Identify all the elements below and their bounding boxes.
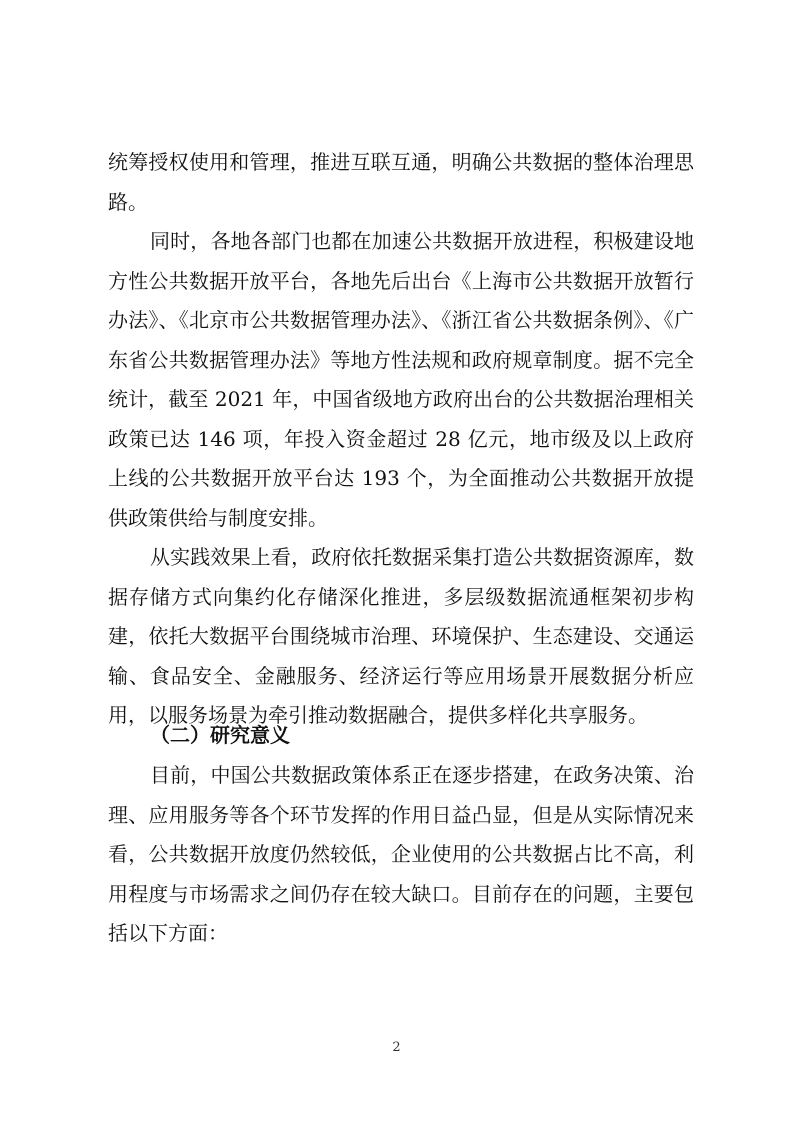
paragraph-current-problems: 目前，中国公共数据政策体系正在逐步搭建，在政务决策、治理、应用服务等各个环节发挥的作用日益凸显，但是从实际情况来看，公共数据开放度仍然较低，企业使用的公共数据占比不高，利用程度与市场需求之间仍存在较大缺口。目前存在的问题，主要包括以下方面： bbox=[108, 763, 694, 945]
paragraph-continuation: 统筹授权使用和管理，推进互联互通，明确公共数据的整体治理思路。 bbox=[108, 150, 694, 214]
paragraph-practice-effects: 从实践效果上看，政府依托数据采集打造公共数据资源库，数据存储方式向集约化存储深化推进，多层级数据流通框架初步构建，依托大数据平台围绕城市治理、环境保护、生态建设、交通运输、食品安全、金融服务、经济运行等应用场景开展数据分析应用，以服务场景为牵引推动数据融合，提供多样化共享服务。 bbox=[108, 545, 694, 727]
page-number: 2 bbox=[392, 1040, 401, 1055]
paragraph-local-open-data: 同时，各地各部门也都在加速公共数据开放进程，积极建设地方性公共数据开放平台，各地先后出台《上海市公共数据开放暂行办法》、《北京市公共数据管理办法》、《浙江省公共数据条例》、《广东省公共数据管理办法》等地方性法规和政府规章制度。据不完全统计，截至 2021 年，中国省级地方政府出台的公共数据治理相关政策已达 146 项，年投入资金超过 28 亿元，地市级及以上政府上线的公共数据开放平台达 193 个，为全面推动公共数据开放提供政策供给与制度安排。 bbox=[108, 229, 694, 530]
section-heading: （二）研究意义 bbox=[150, 723, 290, 747]
